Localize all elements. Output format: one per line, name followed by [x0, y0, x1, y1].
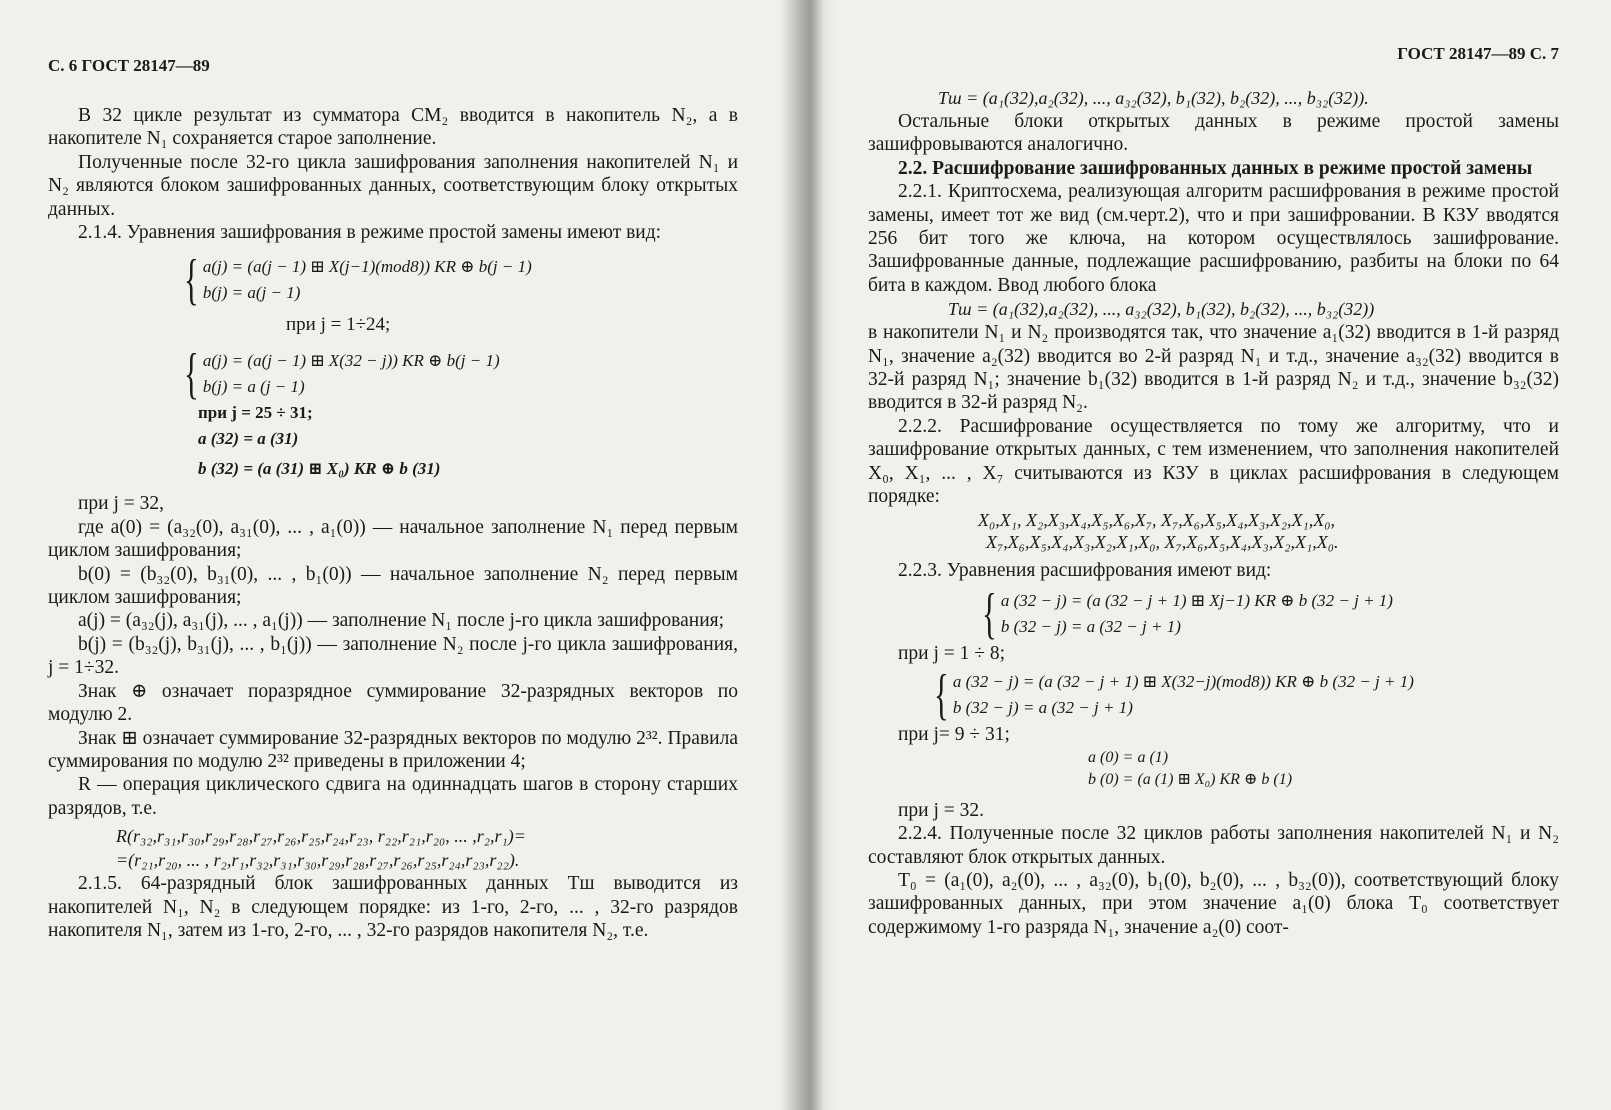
equation: a (32 − j) = (a (32 − j + 1) ⊞ X(32−j)(mod8)) KR ⊕ b (32 − j + 1) [952, 672, 1414, 692]
equation: X₀,X₁, X₂,X₃,X₄,X₅,X₆,X₇, X₇,X₆,X₅,X₄,X₃,X₂,X₁,X₀, [978, 509, 1336, 530]
equation: b (32 − j) = a (32 − j + 1) [1000, 616, 1181, 636]
paragraph: a(j) = (a₃₂(j), a₃₁(j), ... , a₁(j)) — заполнение N₁ после j-го цикла зашифрования; [78, 610, 725, 632]
brace-icon: { [982, 582, 997, 645]
paragraph: Знак ⊞ означает суммирование 32-разрядных векторов по модулю 2³². Правила суммирования по модулю 2³² приведены в приложении 4; [48, 727, 738, 772]
paragraph: b(0) = (b₃₂(0), b₃₁(0), ... , b₁(0)) — начальное заполнение N₂ перед первым циклом зашифрования; [48, 563, 738, 609]
equation: b (32 − j) = a (32 − j + 1) [952, 698, 1133, 718]
section-2-2-heading: 2.2. Расшифрование зашифрованных данных в режиме простой замены [898, 157, 1533, 179]
equation: a(j) = (a(j − 1) ⊞ X(j−1)(mod8)) KR ⊕ b(j − 1) [202, 257, 532, 277]
equation-system-2 [178, 343, 738, 406]
paragraph: В 32 цикле результат из сумматора CM₂ вводится в накопитель N₂, а в накопителе N₁ сохраняется старое заполнение. [48, 105, 738, 150]
condition: при j = 32. [898, 799, 985, 821]
section-2-1-4: 2.1.4. Уравнения зашифрования в режиме простой замены имеют вид: [78, 222, 662, 244]
equation: b (32) = (a (31) ⊞ X₀) KR ⊕ b (31) [198, 459, 441, 479]
paragraph: Полученные после 32-го цикла зашифрования заполнения накопителей N₁ и N₂ являются блоком зашифрованных данных, соответствующим блоку открытых данных. [48, 151, 738, 220]
equation: Tш = (a₁(32),a₂(32), ..., a₃₂(32), b₁(32), b₂(32), ..., b₃₂(32)). [938, 88, 1369, 108]
left-page [0, 0, 790, 1110]
section-2-2-1: 2.2.1. Криптосхема, реализующая алгоритм расшифрования в режиме простой замены, имеет тот же вид (см.черт.2), что и при зашифровании. В КЗУ вводятся 256 бит того же ключа, на котором осуществлялось зашифрование. Зашифрованные данные, подлежащие расшифрованию, разбиты на блоки по 64 бита в каждом. Ввод любого блока [868, 181, 1559, 296]
brace-icon: { [184, 249, 199, 312]
paragraph: где a(0) = (a₃₂(0), a₃₁(0), ... , a₁(0)) — начальное заполнение N₁ перед первым циклом зашифрования; [48, 516, 738, 562]
equation: b (0) = (a (1) ⊞ X₀) KR ⊕ b (1) [1088, 770, 1293, 788]
condition: при j = 25 ÷ 31; [198, 403, 313, 423]
paragraph: b(j) = (b₃₂(j), b₃₁(j), ... , b₁(j)) — заполнение N₂ после j-го цикла зашифрования, j = 1÷32. [48, 633, 738, 679]
section-2-2-3: 2.2.3. Уравнения расшифрования имеют вид: [898, 559, 1272, 581]
condition: при j= 9 ÷ 31; [898, 724, 1010, 746]
equation: a(j) = (a(j − 1) ⊞ X(32 − j)) KR ⊕ b(j − 1) [202, 351, 500, 371]
section-2-2-2: 2.2.2. Расшифрование осуществляется по тому же алгоритму, что и зашифрование открытых данных, с тем изменением, что заполнения накопителей X₀, X₁, ... , X₇ считываются из КЗУ в циклах расшифрования в следующем порядке: [868, 415, 1559, 508]
paragraph: R — операция циклического сдвига на одиннадцать шагов в сторону старших разрядов, т.е. [48, 774, 738, 819]
section-2-1-5: 2.1.5. 64-разрядный блок зашифрованных данных Tш выводится из накопителей N₁, N₂ в следующем порядке: из 1-го, 2-го, ... , 32-го разрядов накопителя N₁, затем из 1-го, 2-го, ... , 32-го разрядов накопителя N₂, т.е. [48, 873, 738, 941]
condition: при j = 1÷24; [286, 314, 391, 336]
condition: при j = 32, [78, 493, 165, 515]
left-page-header: С. 6 ГОСТ 28147—89 [48, 56, 210, 75]
equation: b(j) = a(j − 1) [202, 283, 301, 303]
paragraph: T₀ = (a₁(0), a₂(0), ... , a₃₂(0), b₁(0), b₂(0), ... , b₃₂(0)), соответствующий блоку зашифрованных данных, при этом значение a₁(0) блока T₀ соответствует содержимому 1-го разряда N₁, значение a₂(0) соот- [868, 869, 1559, 938]
equation: a (0) = a (1) [1088, 748, 1169, 766]
equation-system-3 [976, 582, 1559, 645]
equation: =(r₂₁,r₂₀, ... , r₂,r₁,r₃₂,r₃₁,r₃₀,r₂₉,r₂₈,r₂₇,r₂₆,r₂₅,r₂₄,r₂₃,r₂₂). [116, 850, 520, 871]
condition: при j = 1 ÷ 8; [898, 642, 1006, 664]
paragraph: Остальные блоки открытых данных в режиме простой замены зашифровываются аналогично. [868, 111, 1559, 156]
brace-icon: { [934, 664, 949, 727]
right-page [790, 0, 1611, 1110]
paragraph: в накопители N₁ и N₂ производятся так, что значение a₁(32) вводится в 1-й разряд N₁, значение a₂(32) вводится во 2-й разряд N₁ и т.д., значение a₃₂(32) вводится в 32-й разряд N₁; значение b₁(32) вводится в 1-й разряд N₂ и т.д., значение b₃₂(32) вводится в 32-й разряд N₂. [868, 322, 1559, 414]
equation: a (32 − j) = (a (32 − j + 1) ⊞ Xj−1) KR ⊕ b (32 − j + 1) [1000, 590, 1393, 610]
right-page-header: ГОСТ 28147—89 С. 7 [1397, 44, 1559, 63]
equation: a (32) = a (31) [198, 429, 299, 449]
section-2-2-4: 2.2.4. Полученные после 32 циклов работы заполнения накопителей N₁ и N₂ составляют блок открытых данных. [868, 823, 1559, 868]
equation: R(r₃₂,r₃₁,r₃₀,r₂₉,r₂₈,r₂₇,r₂₆,r₂₅,r₂₄,r₂₃, r₂₂,r₂₁,r₂₀, ... ,r₂,r₁)= [116, 826, 526, 847]
equation-system-1 [178, 249, 738, 312]
paragraph: Знак ⊕ означает поразрядное суммирование 32-разрядных векторов по модулю 2. [48, 680, 738, 726]
equation: X₇,X₆,X₅,X₄,X₃,X₂,X₁,X₀, X₇,X₆,X₅,X₄,X₃,X₂,X₁,X₀. [986, 531, 1339, 552]
equation: b(j) = a (j − 1) [202, 377, 305, 397]
equation: Tш = (a₁(32),a₂(32), ..., a₃₂(32), b₁(32), b₂(32), ..., b₃₂(32)) [948, 299, 1375, 320]
brace-icon: { [184, 343, 199, 406]
equation-system-4 [928, 664, 1559, 727]
